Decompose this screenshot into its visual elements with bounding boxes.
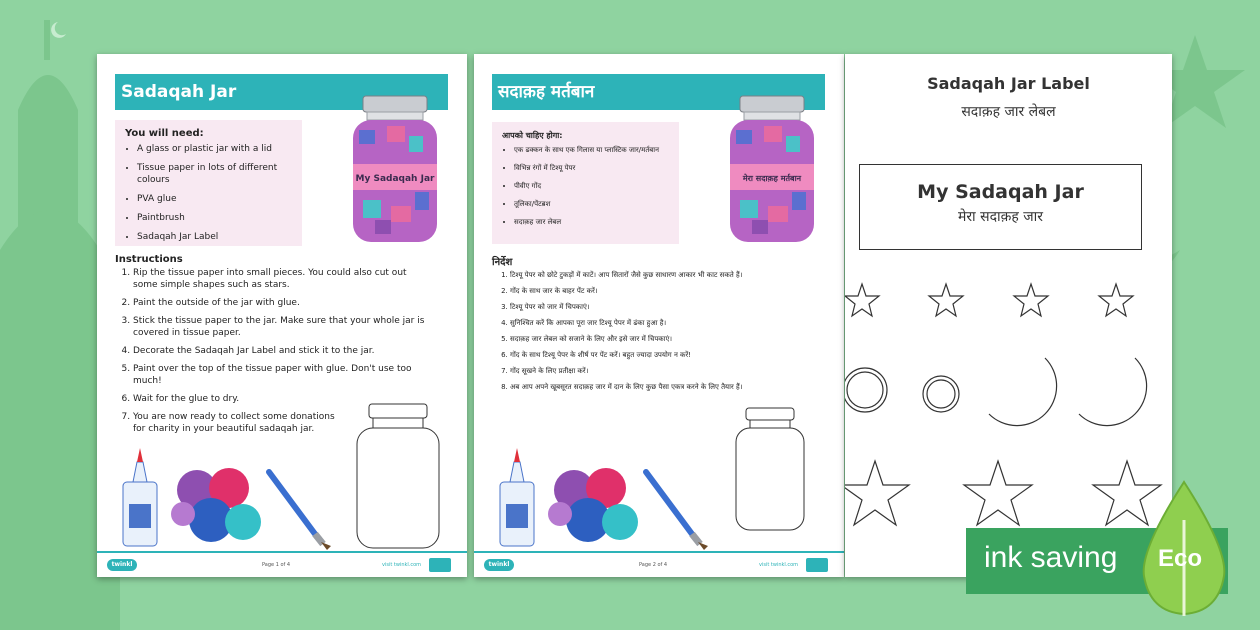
list-item: 7. You are now ready to collect some donations for charity in your beautiful sadaqah jar.: [133, 411, 348, 435]
star-icon: [845, 284, 879, 316]
page-footer: [474, 551, 844, 577]
list-item: • तूलिका/पेंटब्रश: [514, 199, 669, 209]
crescent-small-icon: [51, 22, 66, 38]
paintbrush-icon: [646, 472, 708, 550]
empty-jar-outline-image: [732, 404, 808, 534]
instructions-list: [492, 270, 822, 392]
instructions-heading: Instructions: [115, 254, 183, 265]
glue-bottle-icon: [500, 448, 534, 546]
label-page: [845, 54, 1172, 577]
star-icon: [964, 461, 1032, 525]
list-item: 7. गोंद सूखने के लिए प्रतीक्षा करें।: [510, 366, 822, 376]
materials-box: [115, 120, 302, 246]
list-item: • एक ढक्कन के साथ एक गिलास या प्लास्टिक जार/मर्तबान: [514, 145, 669, 155]
list-item: 3. Stick the tissue paper to the jar. Make sure that your whole jar is covered in tissue paper.: [133, 315, 433, 339]
footer-link[interactable]: visit twinkl.com: [759, 562, 799, 568]
list-item: 2. Paint the outside of the jar with glue.: [133, 297, 433, 309]
page-number: Page 2 of 4: [639, 562, 668, 568]
instructions-heading: निर्देश: [492, 257, 513, 268]
star-icon: [929, 284, 963, 316]
page-number: Page 1 of 4: [262, 562, 291, 568]
instructions: [492, 254, 822, 398]
materials-list: [502, 145, 669, 227]
list-item: • Sadaqah Jar Label: [137, 231, 292, 243]
craft-supplies-image: [119, 442, 339, 552]
jar-label-text: मेरा सदाक़ह मर्तबान: [742, 174, 802, 183]
footer-badge-icon: [429, 558, 451, 572]
jar-label-box: [859, 164, 1142, 250]
star-icon: [1099, 284, 1133, 316]
list-item: 4. सुनिश्चित करें कि आपका पूरा जार टिश्यू पेपर में ढंका हुआ है।: [510, 318, 822, 328]
footer-link[interactable]: visit twinkl.com: [382, 562, 422, 568]
glue-bottle-icon: [123, 448, 157, 546]
page-title: Sadaqah Jar Label: [927, 74, 1090, 93]
list-item: 5. Paint over the top of the tissue paper with glue. Don't use too much!: [133, 363, 433, 387]
twinkl-logo: twinkl: [107, 559, 137, 571]
materials-heading: आपको चाहिए होगा:: [502, 131, 563, 140]
eco-text: Eco: [1158, 545, 1203, 572]
list-item: • Paintbrush: [137, 212, 292, 224]
list-item: 1. टिश्यू पेपर को छोटे टुकड़ों में काटें। आप सितारों जैसे कुछ साधारण आकार भी काट सकते हैं।: [510, 270, 822, 280]
list-item: • विभिन्न रंगों में टिश्यू पेपर: [514, 163, 669, 173]
jar-label-text: My Sadaqah Jar: [355, 174, 435, 184]
list-item: 3. टिश्यू पेपर को जार में चिपकाएं।: [510, 302, 822, 312]
empty-jar-outline-image: [351, 400, 445, 552]
decorated-jar-image: [345, 92, 445, 248]
tissue-paper-icon: [171, 468, 261, 542]
list-item: 5. सदाक़ह जार लेबल को सजाने के लिए और इसे जार में चिपकाएं।: [510, 334, 822, 344]
circle-shape-icon: [845, 368, 887, 412]
twinkl-logo: twinkl: [484, 559, 514, 571]
circle-shape-icon: [927, 380, 955, 408]
decorated-jar-image: [722, 92, 822, 248]
list-item: • सदाक़ह जार लेबल: [514, 217, 669, 227]
star-icon: [845, 461, 909, 525]
label-text-english: My Sadaqah Jar: [917, 181, 1084, 203]
list-item: 2. गोंद के साथ जार के बाहर पेंट करें।: [510, 286, 822, 296]
label-text-hindi: मेरा सदाक़ह जार: [957, 209, 1044, 225]
list-item: 4. Decorate the Sadaqah Jar Label and stick it to the jar.: [133, 345, 433, 357]
craft-supplies-image: [496, 442, 716, 552]
worksheet-page-english: [97, 54, 467, 577]
crescent-icon: [1079, 358, 1147, 426]
list-item: • PVA glue: [137, 193, 292, 205]
crescent-icon: [989, 358, 1057, 426]
list-item: 8. अब आप अपने खूबसूरत सदाक़ह जार में दान के लिए कुछ पैसा एकत्र करने के लिए तैयार हैं।: [510, 382, 822, 392]
materials-box: [492, 122, 679, 244]
materials-heading: You will need:: [125, 128, 204, 139]
circle-shape-icon: [923, 376, 959, 412]
paintbrush-icon: [269, 472, 331, 550]
footer-badge-icon: [806, 558, 828, 572]
list-item: 6. Wait for the glue to dry.: [133, 393, 433, 405]
page-title: Sadaqah Jar: [115, 74, 448, 110]
page-title: सदाक़ह मर्तबान: [492, 74, 825, 110]
list-item: • पीवीए गोंद: [514, 181, 669, 191]
page-subtitle: सदाक़ह जार लेबल: [961, 104, 1056, 120]
list-item: 6. गोंद के साथ टिश्यू पेपर के शीर्ष पर पेंट करें। बहुत ज्यादा उपयोग न करें!: [510, 350, 822, 360]
page-footer: [97, 551, 467, 577]
list-item: • Tissue paper in lots of different colours: [137, 162, 292, 186]
star-icon: [1014, 284, 1048, 316]
materials-list: [125, 143, 292, 243]
list-item: • A glass or plastic jar with a lid: [137, 143, 292, 155]
worksheet-page-hindi: [474, 54, 844, 577]
circle-shape-icon: [847, 372, 883, 408]
ink-saving-text: ink saving: [984, 541, 1118, 574]
list-item: 1. Rip the tissue paper into small pieces. You could also cut out some simple shapes such as stars.: [133, 267, 433, 291]
tissue-paper-icon: [548, 468, 638, 542]
